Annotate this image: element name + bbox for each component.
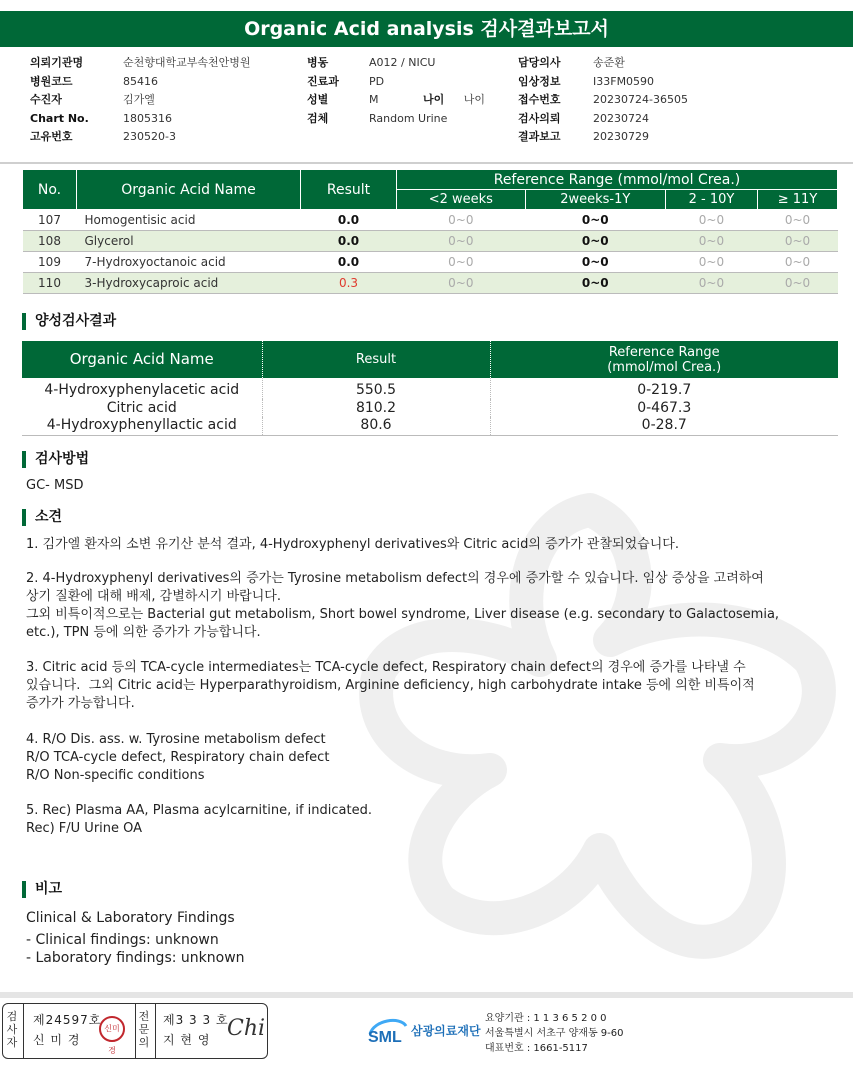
info-label: 수진자 <box>30 93 62 106</box>
divider <box>135 1004 136 1058</box>
info-labels-col2 <box>307 54 339 128</box>
row-result: 550.5 <box>262 378 490 399</box>
reference-line1: Reference Range <box>608 344 720 360</box>
row-range: 0~0 <box>525 210 665 231</box>
row-range: 0~0 <box>758 210 838 231</box>
table-row <box>23 231 838 252</box>
specialist-label <box>138 1010 152 1049</box>
divider <box>23 1004 24 1058</box>
specialist-label-text: 전문의 <box>138 1010 150 1049</box>
finding-paragraph-1: 1. 김가엘 환자의 소변 유기산 분석 결과, 4-Hydroxyphenyl derivatives와 Citric acid의 증가가 관찰되었습니다. <box>26 537 679 552</box>
info-label: 결과보고 <box>518 130 561 143</box>
table-row <box>22 417 838 435</box>
company-code: 요양기관 : 1 1 3 6 5 2 0 0 <box>485 1013 607 1024</box>
tester-label <box>6 1010 20 1049</box>
info-label: 의뢰기관명 <box>30 56 84 69</box>
info-label: 접수번호 <box>518 93 561 106</box>
row-name: Glycerol <box>77 231 301 252</box>
row-no: 107 <box>23 210 77 231</box>
col-header-range: <2 weeks <box>397 190 526 210</box>
row-result: 0.0 <box>301 231 397 252</box>
table-row <box>23 273 838 294</box>
col-header-range: 2weeks-1Y <box>525 190 665 210</box>
col-header-result: Result <box>262 341 490 378</box>
handwritten-signature: Chi <box>227 1016 266 1041</box>
info-values-col1 <box>123 54 251 147</box>
col-header-range: ≥ 11Y <box>758 190 838 210</box>
col-header-no: No. <box>23 170 77 210</box>
divider <box>155 1004 156 1058</box>
remarks-heading: 비고 <box>22 881 62 898</box>
info-label: 병원코드 <box>30 74 73 88</box>
method-heading: 검사방법 <box>22 451 89 468</box>
tester-name: 신 미 경 <box>33 1033 81 1047</box>
signature-box <box>2 1003 268 1059</box>
col-header-reference: Reference Range (mmol/mol Crea.) <box>397 170 838 190</box>
row-name: 4-Hydroxyphenyllactic acid <box>22 417 262 435</box>
row-no: 109 <box>23 252 77 273</box>
row-range: 0~0 <box>758 231 838 252</box>
age-value: 나이 <box>463 93 486 106</box>
organic-acid-table <box>22 169 838 294</box>
info-value: A012 / NICU <box>369 56 436 69</box>
col-header-range: 2 - 10Y <box>665 190 757 210</box>
row-name: 7-Hydroxyoctanoic acid <box>77 252 301 273</box>
info-value: 20230724-36505 <box>593 93 688 106</box>
row-range: 0~0 <box>665 252 757 273</box>
age-field <box>423 91 485 110</box>
method-text: GC- MSD <box>26 478 84 493</box>
specialist-name: 지 현 영 <box>163 1033 211 1047</box>
info-value: Random Urine <box>369 111 448 125</box>
row-range: 0~0 <box>397 252 526 273</box>
table-row <box>23 210 838 231</box>
row-result: 0.0 <box>301 210 397 231</box>
info-label: 고유번호 <box>30 130 73 143</box>
row-range: 0~0 <box>397 273 526 294</box>
row-range: 0~0 <box>525 273 665 294</box>
row-result: 80.6 <box>262 417 490 435</box>
company-address <box>485 1011 624 1056</box>
info-values-col3 <box>593 54 688 147</box>
col-header-name: Organic Acid Name <box>77 170 301 210</box>
row-range: 0~0 <box>525 252 665 273</box>
row-reference: 0-219.7 <box>637 382 692 398</box>
positive-results-table <box>22 341 838 436</box>
info-value: 김가엘 <box>123 93 155 106</box>
row-range: 0~0 <box>525 231 665 252</box>
remarks-title: Clinical & Laboratory Findings <box>26 910 235 926</box>
info-value: 20230729 <box>593 130 649 143</box>
company-name: 삼광의료재단 <box>411 1024 481 1038</box>
row-name: Citric acid <box>22 399 262 417</box>
finding-paragraph-3: 3. Citric acid 등의 TCA-cycle intermediates는 TCA-cycle defect, Respiratory chain defect의 경우에 증가를 나타낼 수 있습니다. 그외 Citric acid는 Hyperparathyroidism, Arginine deficiency, high carbohydrate intake 등에 의한 비특이적 증가가 가능합니다. <box>26 660 755 711</box>
company-location: 서울특별시 서초구 양재동 9-60 <box>485 1028 624 1039</box>
row-range: 0~0 <box>758 252 838 273</box>
reference-line2: (mmol/mol Crea.) <box>607 359 722 375</box>
logo-text: SML <box>368 1029 402 1046</box>
company-phone: 대표번호 : 1661-5117 <box>485 1043 588 1054</box>
row-name: Homogentisic acid <box>77 210 301 231</box>
row-result: 0.0 <box>301 252 397 273</box>
info-value: 순천향대학교부속천안병원 <box>123 56 251 69</box>
row-reference: 0-467.3 <box>637 399 692 416</box>
row-range: 0~0 <box>665 273 757 294</box>
col-header-name: Organic Acid Name <box>22 341 262 378</box>
row-name: 3-Hydroxycaproic acid <box>77 273 301 294</box>
table-row <box>22 399 838 417</box>
finding-paragraph-4: 4. R/O Dis. ass. w. Tyrosine metabolism defect R/O TCA-cycle defect, Respiratory chain defect R/O Non-specific conditions <box>26 732 330 783</box>
info-label: 검사의뢰 <box>518 111 561 125</box>
info-value: 송준환 <box>593 56 625 69</box>
specialist-license: 제3 3 3 호 <box>163 1013 229 1027</box>
footer-divider <box>0 992 853 998</box>
finding-paragraph-2: 2. 4-Hydroxyphenyl derivatives의 증가는 Tyrosine metabolism defect의 경우에 증가할 수 있습니다. 임상 증상을 고려하여 상기 질환에 대해 배제, 감별하시기 바랍니다. 그외 비특이적으로는 Bacterial gut metabolism, Short bowel syndrome, Liver disease (e.g. secondary to Galactosemia, etc.), TPN 등에 의한 증가가 가능합니다. <box>26 571 780 640</box>
col-header-reference <box>490 341 838 378</box>
row-result-abnormal: 0.3 <box>301 273 397 294</box>
row-range: 0~0 <box>397 210 526 231</box>
row-range: 0~0 <box>758 273 838 294</box>
remarks-items: - Clinical findings: unknown - Laboratory findings: unknown <box>26 932 245 966</box>
info-label: 임상정보 <box>518 74 561 88</box>
report-title: Organic Acid analysis 검사결과보고서 <box>0 11 853 47</box>
row-range: 0~0 <box>397 231 526 252</box>
row-result: 810.2 <box>262 399 490 417</box>
info-labels-col1 <box>30 54 89 147</box>
tester-label-text: 검사자 <box>6 1010 18 1049</box>
info-value: M <box>369 93 379 106</box>
seal-stamp: 신미경 <box>99 1016 125 1042</box>
info-label: 담당의사 <box>518 56 561 69</box>
info-label: 성별 <box>307 93 329 106</box>
row-no: 110 <box>23 273 77 294</box>
info-label: 진료과 <box>307 74 339 88</box>
info-labels-col3 <box>518 54 561 147</box>
finding-paragraph-5: 5. Rec) Plasma AA, Plasma acylcarnitine, if indicated. Rec) F/U Urine OA <box>26 803 372 836</box>
info-value: 1805316 <box>123 111 172 125</box>
info-value: PD <box>369 74 385 88</box>
table-row <box>22 378 838 399</box>
info-label: Chart No. <box>30 111 89 125</box>
header-divider <box>0 162 853 164</box>
info-value: 85416 <box>123 74 158 88</box>
info-label: 검체 <box>307 111 329 125</box>
age-label: 나이 <box>423 93 445 106</box>
row-name: 4-Hydroxyphenylacetic acid <box>22 378 262 399</box>
info-label: 병동 <box>307 56 329 69</box>
info-value: I33FM0590 <box>593 74 655 88</box>
info-value: 20230724 <box>593 111 649 125</box>
positive-results-heading: 양성검사결과 <box>22 313 116 330</box>
tester-license: 제24597호 <box>33 1013 102 1027</box>
col-header-result: Result <box>301 170 397 210</box>
sml-logo-icon <box>366 1012 408 1048</box>
findings-heading: 소견 <box>22 509 62 526</box>
info-value: 230520-3 <box>123 130 176 143</box>
row-no: 108 <box>23 231 77 252</box>
table-row <box>23 252 838 273</box>
row-range: 0~0 <box>665 210 757 231</box>
row-reference: 0-28.7 <box>490 417 838 435</box>
row-range: 0~0 <box>665 231 757 252</box>
